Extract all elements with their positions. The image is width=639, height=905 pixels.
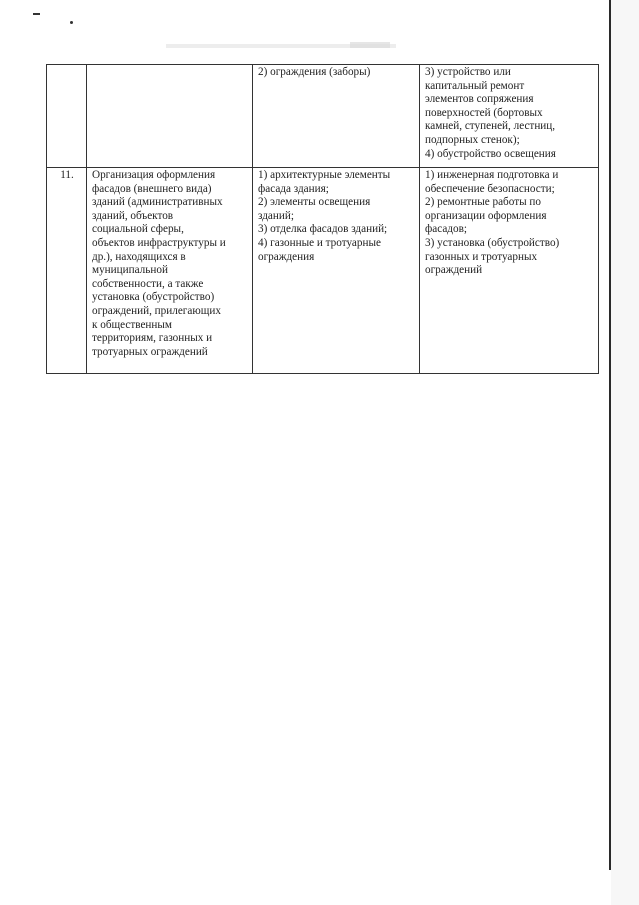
cell-text-line: ограждений, прилегающих bbox=[92, 304, 221, 317]
cell-text-line: территориям, газонных и bbox=[92, 332, 213, 345]
cell-text-line: камней, ступеней, лестниц, bbox=[425, 120, 556, 133]
cell-text-line: тротуарных ограждений bbox=[92, 345, 208, 358]
cell-text-line: 1) архитектурные элементы bbox=[258, 169, 391, 181]
elements-cell bbox=[253, 168, 420, 374]
cell-text-line: социальной сферы, bbox=[92, 223, 184, 236]
cell-text-line: фасадов; bbox=[425, 223, 467, 236]
work-types-table bbox=[46, 64, 599, 374]
works-cell bbox=[420, 65, 599, 168]
cell-text-line: 3) устройство или bbox=[425, 66, 511, 78]
scan-artifact bbox=[33, 13, 40, 15]
scan-artifact bbox=[350, 42, 390, 48]
cell-text-line: др.), находящихся в bbox=[92, 250, 186, 263]
table-row bbox=[47, 168, 599, 374]
cell-text-line: фасадов (внешнего вида) bbox=[92, 182, 212, 195]
cell-text-line: 2) ремонтные работы по bbox=[425, 196, 541, 209]
elements-cell bbox=[253, 65, 420, 168]
cell-text-line: собственности, а также bbox=[92, 277, 204, 290]
scan-artifact bbox=[70, 21, 73, 24]
activity-name-cell bbox=[87, 65, 253, 168]
cell-text-line: Организация оформления bbox=[92, 169, 216, 181]
cell-text-line: установка (обустройство) bbox=[92, 291, 215, 304]
cell-text-line: капитальный ремонт bbox=[425, 79, 525, 92]
works-cell bbox=[420, 168, 599, 374]
cell-text-line: ограждения bbox=[258, 250, 315, 263]
cell-text-line: подпорных стенок); bbox=[425, 133, 520, 146]
table-row bbox=[47, 65, 599, 168]
cell-text-line: к общественным bbox=[92, 318, 172, 331]
cell-text-line: объектов инфраструктуры и bbox=[92, 236, 226, 249]
scan-edge-line bbox=[609, 0, 611, 870]
cell-text-line: элементов сопряжения bbox=[425, 93, 534, 106]
cell-text-line: 3) отделка фасадов зданий; bbox=[258, 223, 388, 236]
row-number: 11. bbox=[60, 169, 74, 181]
cell-text-line: 4) газонные и тротуарные bbox=[258, 236, 381, 249]
cell-text-line: газонных и тротуарных bbox=[425, 250, 538, 263]
row-number-cell bbox=[47, 65, 87, 168]
cell-text-line: муниципальной bbox=[92, 264, 168, 277]
cell-text-line: поверхностей (бортовых bbox=[425, 106, 543, 119]
cell-text-line: зданий; bbox=[258, 209, 294, 222]
activity-name-cell bbox=[87, 168, 253, 374]
cell-text-line: обеспечение безопасности; bbox=[425, 182, 555, 195]
cell-text-line: 2) ограждения (заборы) bbox=[258, 66, 371, 78]
cell-text-line: 4) обустройство освещения bbox=[425, 147, 556, 160]
row-number-cell bbox=[47, 168, 87, 374]
cell-text-line: зданий, объектов bbox=[92, 209, 174, 222]
cell-text-line: ограждений bbox=[425, 264, 483, 277]
scan-margin bbox=[611, 0, 639, 905]
cell-text-line: 2) элементы освещения bbox=[258, 196, 371, 209]
cell-text-line: 3) установка (обустройство) bbox=[425, 236, 560, 249]
cell-text-line: организации оформления bbox=[425, 209, 547, 222]
cell-text-line: фасада здания; bbox=[258, 182, 329, 195]
cell-text-line: зданий (административных bbox=[92, 196, 223, 209]
cell-text-line: 1) инженерная подготовка и bbox=[425, 169, 559, 181]
